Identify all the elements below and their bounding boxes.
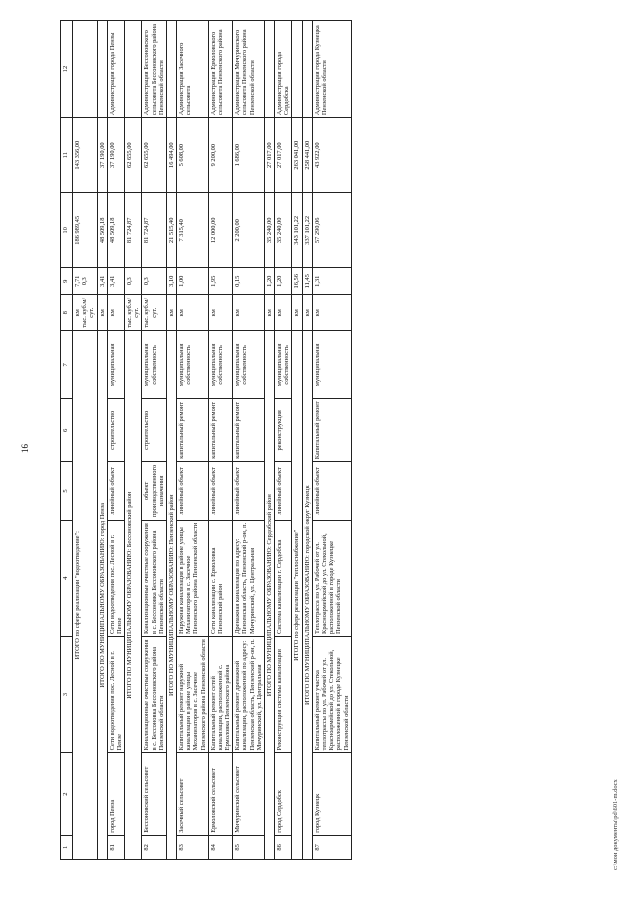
page-number: 16 — [20, 444, 30, 453]
table-row — [233, 21, 265, 860]
row-number: 83 — [177, 835, 209, 859]
row-number: 82 — [142, 835, 167, 859]
row-address: Канализационные очистные сооружения в с. Бессоновка Бессоновского района Пензенской области — [142, 520, 167, 636]
section-unit: км — [97, 295, 107, 331]
works-table — [60, 20, 352, 860]
row-ownership: муниципальная — [312, 331, 351, 399]
row-type: линейный объект — [208, 462, 233, 520]
section-funds: 27 017,00 — [264, 118, 274, 193]
row-qty: 1,20 — [275, 268, 292, 295]
table-row — [107, 21, 124, 860]
section-cost: 21 515,40 — [166, 193, 176, 268]
section-cost: 48 509,18 — [97, 193, 107, 268]
row-ownership: муниципальная собственность — [208, 331, 233, 399]
section-funds: 62 655,00 — [125, 118, 142, 193]
section-unit: км — [166, 295, 176, 331]
row-number: 84 — [208, 835, 233, 859]
row-address: Система канализации г. Сердобска — [275, 520, 292, 636]
row-number: 86 — [275, 835, 292, 859]
row-cost: 35 240,00 — [275, 193, 292, 268]
row-work: капитальный ремонт — [208, 399, 233, 462]
row-name: Реконструкция системы канализации — [275, 636, 292, 752]
row-mo: город Кузнецк — [312, 753, 351, 835]
row-cost: 57 290,06 — [312, 193, 351, 268]
row-ownership: муниципальная собственность — [275, 331, 292, 399]
table-row — [275, 21, 292, 860]
total-unit-cub: тыс. куб.м/сут. — [81, 297, 96, 328]
col-num: 12 — [61, 21, 73, 118]
row-funds: 43 922,00 — [312, 118, 351, 193]
row-recipient: Администрация Засечного сельсовета — [177, 21, 209, 118]
row-ownership: муниципальная собственность — [142, 331, 167, 399]
row-recipient: Администрация Бессоновского сельсовета Бессоновского района Пензенской области — [142, 21, 167, 118]
section-row — [166, 21, 176, 860]
row-work: реконструкция — [275, 399, 292, 462]
total-water-row — [73, 21, 98, 860]
section-qty: 1,20 — [264, 268, 274, 295]
row-name: Капитальный ремонт дренажной канализации, расположенной по адресу: Пензенская область, Пензенский р-он, п. Мичуринский, ул. Центральная — [233, 636, 265, 752]
col-num: 1 — [61, 835, 73, 859]
section-funds: 16 494,00 — [166, 118, 176, 193]
row-number: 85 — [233, 835, 265, 859]
row-funds: 1 686,00 — [233, 118, 265, 193]
row-address: Дренажная канализация по адресу: Пензенская область, Пензенский р-он, п. Мичуринский, ул. Центральная — [233, 520, 265, 636]
row-number: 81 — [107, 835, 124, 859]
column-number-row — [61, 21, 73, 860]
row-funds: 62 655,00 — [142, 118, 167, 193]
section-title: ИТОГО по сфере реализации "теплоснабжение" — [292, 331, 302, 860]
row-mo: город Пенза — [107, 753, 124, 835]
section-cost: 343 101,22 — [292, 193, 302, 268]
row-recipient: Администрация Мичуринского сельсовета Пензенского района Пензенской области — [233, 21, 265, 118]
row-qty: 3,41 — [107, 268, 124, 295]
section-row — [97, 21, 107, 860]
row-work: строительство — [107, 399, 124, 462]
section-row — [125, 21, 142, 860]
total-qty-km: 7,71 — [74, 275, 81, 287]
row-recipient: Администрация города Сердобска — [275, 21, 292, 118]
total-funds: 143 356,00 — [73, 118, 98, 193]
row-type: линейный объект — [312, 462, 351, 520]
row-unit: км — [208, 295, 233, 331]
section-qty: 3,10 — [166, 268, 176, 295]
col-num: 4 — [61, 520, 73, 636]
section-title: ИТОГО ПО МУНИЦИПАЛЬНОМУ ОБРАЗОВАНИЮ: город Пенза — [97, 331, 107, 860]
section-qty: 0,3 — [125, 268, 142, 295]
rotated-page — [60, 20, 620, 860]
col-num: 8 — [61, 295, 73, 331]
row-funds: 27 017,00 — [275, 118, 292, 193]
row-qty: 1,31 — [312, 268, 351, 295]
section-row — [302, 21, 312, 860]
col-num: 6 — [61, 399, 73, 462]
row-ownership: муниципальная — [107, 331, 124, 399]
section-funds: 37 190,00 — [97, 118, 107, 193]
row-name: Сети водоотведения пос. Лесной в г. Пензе — [107, 636, 124, 752]
col-num: 3 — [61, 636, 73, 752]
col-num: 7 — [61, 331, 73, 399]
row-address: Сети водоотведения пос. Лесной в г. Пензе — [107, 520, 124, 636]
row-mo: Мичуринский сельсовет — [233, 753, 265, 835]
section-title: ИТОГО ПО МУНИЦИПАЛЬНОМУ ОБРАЗОВАНИЮ: Пензенский район — [166, 331, 176, 860]
row-mo: город Сердобск — [275, 753, 292, 835]
section-cost: 81 724,87 — [125, 193, 142, 268]
table-row — [312, 21, 351, 860]
col-num: 5 — [61, 462, 73, 520]
row-address: Наружная канализация в районе улицы Механизаторов в с. Засечное Пензенского района Пензенской области — [177, 520, 209, 636]
section-cost: 35 240,00 — [264, 193, 274, 268]
row-work: Капитальный ремонт — [312, 399, 351, 462]
row-type: линейный объект — [177, 462, 209, 520]
row-funds: 37 190,00 — [107, 118, 124, 193]
col-num: 10 — [61, 193, 73, 268]
row-unit: км — [107, 295, 124, 331]
row-type: линейный объект — [275, 462, 292, 520]
section-row — [264, 21, 274, 860]
row-cost: 7 315,40 — [177, 193, 209, 268]
row-qty: 1,00 — [177, 268, 209, 295]
row-cost: 12 000,00 — [208, 193, 233, 268]
row-address: Теплотрасса по ул. Рабочей от ул. Красноармейской до ул. Стекольной, расположенной в городе Кузнецке Пензенской области — [312, 520, 351, 636]
table-row — [177, 21, 209, 860]
row-address: Сети канализации с. Ермоловка Пензенский район — [208, 520, 233, 636]
row-recipient: Администрация Ермоловского сельсовета Пензенского района — [208, 21, 233, 118]
section-cost: 337 101,22 — [302, 193, 312, 268]
row-type: линейный объект — [107, 462, 124, 520]
total-cost: 186 989,45 — [73, 193, 98, 268]
col-num: 2 — [61, 753, 73, 835]
row-mo: Ермоловский сельсовет — [208, 753, 233, 835]
table-row — [208, 21, 233, 860]
table-row — [142, 21, 167, 860]
section-unit: км — [292, 295, 302, 331]
row-recipient: Администрация города Кузнецка Пензенской области — [312, 21, 351, 118]
row-unit: км — [177, 295, 209, 331]
row-cost: 81 724,87 — [142, 193, 167, 268]
section-unit: км — [302, 295, 312, 331]
row-type: линейный объект — [233, 462, 265, 520]
row-recipient: Администрация города Пензы — [107, 21, 124, 118]
row-unit: км — [312, 295, 351, 331]
row-qty: 0,15 — [233, 268, 265, 295]
section-title: ИТОГО ПО МУНИЦИПАЛЬНОМУ ОБРАЗОВАНИЮ: Бессоновский район — [125, 331, 142, 860]
row-name: Капитальный ремонт участка теплотрассы по ул. Рабочей от ул. Красноармейской до ул. Стекольной, расположенной в городе Кузнецке Пензенской области — [312, 636, 351, 752]
row-work: капитальный ремонт — [177, 399, 209, 462]
row-type: объект производственного назначения — [142, 462, 167, 520]
section-qty: 16,56 — [292, 268, 302, 295]
row-ownership: муниципальная собственность — [233, 331, 265, 399]
row-qty: 1,95 — [208, 268, 233, 295]
row-cost: 2 200,00 — [233, 193, 265, 268]
row-mo: Засечный сельсовет — [177, 753, 209, 835]
row-funds: 5 608,00 — [177, 118, 209, 193]
section-title: ИТОГО ПО МУНИЦИПАЛЬНОМУ ОБРАЗОВАНИЮ: Сердобский район — [264, 331, 274, 860]
section-funds: 263 041,00 — [292, 118, 302, 193]
row-name: Капитальный ремонт наружной канализации в районе улицы Механизаторов в с. Засечное Пензенского района Пензенской области — [177, 636, 209, 752]
row-unit: км — [275, 295, 292, 331]
section-unit: км — [264, 295, 274, 331]
row-funds: 9 200,00 — [208, 118, 233, 193]
section-qty: 3,41 — [97, 268, 107, 295]
file-path-footer: c:\мои документы\pd\601-m.docx — [612, 779, 619, 870]
row-work: капитальный ремонт — [233, 399, 265, 462]
section-unit: тыс. куб.м/сут. — [125, 295, 142, 331]
row-name: Капитальный ремонт сетей канализации, расположенной с. Ермоловка Пензенского района — [208, 636, 233, 752]
row-name: Канализационные очистные сооружения в с. Бессоновка Бессоновского района Пензенской области — [142, 636, 167, 752]
row-number: 87 — [312, 835, 351, 859]
row-qty: 0,3 — [142, 268, 167, 295]
section-row — [292, 21, 302, 860]
row-ownership: муниципальная собственность — [177, 331, 209, 399]
section-title: ИТОГО ПО МУНИЦИПАЛЬНОМУ ОБРАЗОВАНИЮ: городской округ Кузнецк — [302, 331, 312, 860]
section-qty: 11,45 — [302, 268, 312, 295]
row-unit: тыс. куб.м/сут. — [142, 295, 167, 331]
col-num: 11 — [61, 118, 73, 193]
total-water-label: ИТОГО по сфере реализации "водоотведение": — [73, 331, 98, 860]
row-unit: км — [233, 295, 265, 331]
total-qty-cub: 0,3 — [81, 277, 89, 286]
row-cost: 48 509,18 — [107, 193, 124, 268]
row-work: строительство — [142, 399, 167, 462]
col-num: 9 — [61, 268, 73, 295]
section-funds: 258 441,00 — [302, 118, 312, 193]
row-mo: Бессоновский сельсовет — [142, 753, 167, 835]
total-unit-km: км — [74, 309, 81, 317]
